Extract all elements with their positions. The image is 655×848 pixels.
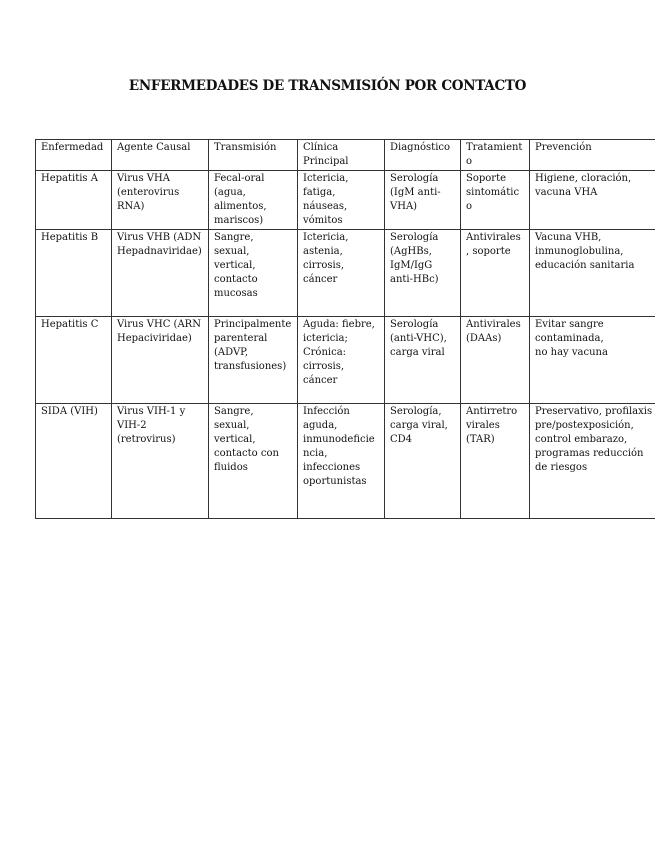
cell-diagnostico: Serología (AgHBs, IgM/IgG anti-HBc) xyxy=(385,230,461,317)
cell-diagnostico: Serología, carga viral, CD4 xyxy=(385,404,461,519)
cell-prevencion: Vacuna VHB, inmunoglobulina, educación sanitaria xyxy=(530,230,655,317)
cell-agente-causal: Virus VIH-1 y VIH-2 (retrovirus) xyxy=(112,404,209,519)
cell-prevencion: Preservativo, profilaxis pre/postexposición, control embarazo, programas reducción de riesgos xyxy=(530,404,655,519)
cell-transmision: Principalmente parenteral (ADVP, transfusiones) xyxy=(209,317,298,404)
cell-enfermedad: Hepatitis A xyxy=(36,171,112,230)
header-transmision: Transmisión xyxy=(209,140,298,171)
cell-agente-causal: Virus VHA (enterovirus RNA) xyxy=(112,171,209,230)
header-tratamiento: Tratamient o xyxy=(461,140,530,171)
cell-diagnostico: Serología (IgM anti- VHA) xyxy=(385,171,461,230)
cell-clinica: Aguda: fiebre, ictericia; Crónica: cirrosis, cáncer xyxy=(298,317,385,404)
cell-enfermedad: SIDA (VIH) xyxy=(36,404,112,519)
cell-prevencion: Evitar sangre contaminada, no hay vacuna xyxy=(530,317,655,404)
header-diagnostico: Diagnóstico xyxy=(385,140,461,171)
cell-clinica: Ictericia, fatiga, náuseas, vómitos xyxy=(298,171,385,230)
table-row xyxy=(36,171,655,230)
table-row xyxy=(36,404,655,519)
table-row xyxy=(36,317,655,404)
disease-table xyxy=(35,139,655,519)
cell-transmision: Sangre, sexual, vertical, contacto con fluidos xyxy=(209,404,298,519)
cell-transmision: Sangre, sexual, vertical, contacto mucosas xyxy=(209,230,298,317)
cell-agente-causal: Virus VHB (ADN Hepadnaviridae) xyxy=(112,230,209,317)
header-clinica-principal: Clínica Principal xyxy=(298,140,385,171)
cell-clinica: Ictericia, astenia, cirrosis, cáncer xyxy=(298,230,385,317)
cell-diagnostico: Serología (anti-VHC), carga viral xyxy=(385,317,461,404)
cell-agente-causal: Virus VHC (ARN Hepaciviridae) xyxy=(112,317,209,404)
table-row xyxy=(36,230,655,317)
cell-tratamiento: Antivirales , soporte xyxy=(461,230,530,317)
cell-tratamiento: Soporte sintomátic o xyxy=(461,171,530,230)
table-header-row xyxy=(36,140,655,171)
header-agente-causal: Agente Causal xyxy=(112,140,209,171)
cell-enfermedad: Hepatitis B xyxy=(36,230,112,317)
cell-tratamiento: Antivirales (DAAs) xyxy=(461,317,530,404)
page-title: ENFERMEDADES DE TRANSMISIÓN POR CONTACTO xyxy=(128,78,527,94)
cell-clinica: Infección aguda, inmunodeficie ncia, infecciones oportunistas xyxy=(298,404,385,519)
header-enfermedad: Enfermedad xyxy=(36,140,112,171)
cell-prevencion: Higiene, cloración, vacuna VHA xyxy=(530,171,655,230)
cell-tratamiento: Antirretro virales (TAR) xyxy=(461,404,530,519)
header-prevencion: Prevención xyxy=(530,140,655,171)
cell-transmision: Fecal-oral (agua, alimentos, mariscos) xyxy=(209,171,298,230)
cell-enfermedad: Hepatitis C xyxy=(36,317,112,404)
